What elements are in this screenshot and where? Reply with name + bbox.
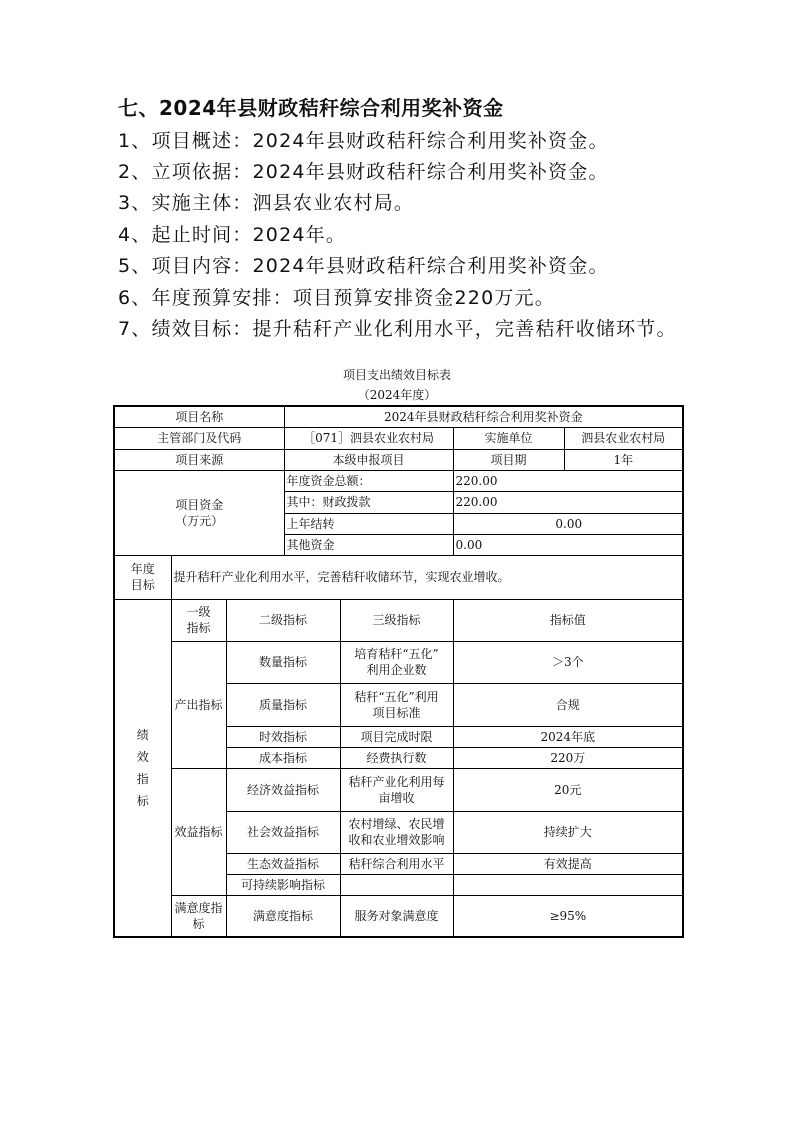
benefit-level3: 秸秆产业化利用每 亩增收 xyxy=(340,768,453,811)
output-value: 合规 xyxy=(453,683,683,726)
benefit-level2: 经济效益指标 xyxy=(226,768,340,811)
other-funds-label: 其他资金 xyxy=(284,534,453,555)
fiscal-funds-value: 220.00 xyxy=(453,491,683,513)
benefit-level2: 可持续影响指标 xyxy=(226,874,340,895)
output-indicator-label: 产出指标 xyxy=(171,641,226,768)
annual-goal-label: 年度 目标 xyxy=(114,555,171,599)
benefit-value: 有效提高 xyxy=(453,853,683,874)
item-time: 4、起止时间：2024年。 xyxy=(118,224,347,246)
satisfaction-value: ≥95% xyxy=(453,895,683,937)
benefit-indicator-label: 效益指标 xyxy=(171,768,226,895)
source-label: 项目来源 xyxy=(114,449,284,470)
header-level1: 一级 指标 xyxy=(171,599,226,641)
impl-unit-label: 实施单位 xyxy=(453,427,564,449)
benefit-level2: 社会效益指标 xyxy=(226,811,340,853)
item-implementer: 3、实施主体：泗县农业农村局。 xyxy=(118,192,415,214)
carryover-label: 上年结转 xyxy=(284,513,453,534)
output-level2: 质量指标 xyxy=(226,683,340,726)
output-level3: 经费执行数 xyxy=(340,747,453,768)
output-level2: 数量指标 xyxy=(226,641,340,683)
output-level3: 项目完成时限 xyxy=(340,726,453,747)
benefit-level3: 农村增绿、农民增 收和农业增效影响 xyxy=(340,811,453,853)
period-value: 1年 xyxy=(564,449,683,470)
period-label: 项目期 xyxy=(453,449,564,470)
satisfaction-level2: 满意度指标 xyxy=(226,895,340,937)
output-value: ＞3个 xyxy=(453,641,683,683)
output-value: 2024年底 xyxy=(453,726,683,747)
total-funds-label: 年度资金总额： xyxy=(284,470,453,491)
carryover-value: 0.00 xyxy=(453,513,683,534)
item-basis: 2、立项依据：2024年县财政秸秆综合利用奖补资金。 xyxy=(118,161,609,183)
annual-goal-text: 提升秸秆产业化利用水平，完善秸秆收储环节，实现农业增收。 xyxy=(171,555,683,599)
funds-label: 项目资金 （万元） xyxy=(114,470,284,555)
item-overview: 1、项目概述：2024年县财政秸秆综合利用奖补资金。 xyxy=(118,130,609,152)
header-level3: 三级指标 xyxy=(340,599,453,641)
output-level2: 成本指标 xyxy=(226,747,340,768)
impl-unit-value: 泗县农业农村局 xyxy=(564,427,683,449)
benefit-value: 20元 xyxy=(453,768,683,811)
project-name-label: 项目名称 xyxy=(114,406,284,427)
item-budget: 6、年度预算安排：项目预算安排资金220万元。 xyxy=(118,287,555,309)
dept-value: ［071］泗县农业农村局 xyxy=(284,427,453,449)
output-level2: 时效指标 xyxy=(226,726,340,747)
performance-table xyxy=(113,405,684,938)
indicators-section-label: 绩 效 指 标 xyxy=(114,599,171,937)
satisfaction-level3: 服务对象满意度 xyxy=(340,895,453,937)
dept-label: 主管部门及代码 xyxy=(114,427,284,449)
other-funds-value: 0.00 xyxy=(453,534,683,555)
benefit-value xyxy=(453,874,683,895)
project-name-value: 2024年县财政秸秆综合利用奖补资金 xyxy=(284,406,683,427)
benefit-level3: 秸秆综合利用水平 xyxy=(340,853,453,874)
source-value: 本级申报项目 xyxy=(284,449,453,470)
section-heading: 七、2024年县财政秸秆综合利用奖补资金 xyxy=(118,96,504,120)
fiscal-funds-label: 其中：财政拨款 xyxy=(284,491,453,513)
benefit-level2: 生态效益指标 xyxy=(226,853,340,874)
header-value: 指标值 xyxy=(453,599,683,641)
output-value: 220万 xyxy=(453,747,683,768)
item-content: 5、项目内容：2024年县财政秸秆综合利用奖补资金。 xyxy=(118,255,609,277)
total-funds-value: 220.00 xyxy=(453,470,683,491)
benefit-value: 持续扩大 xyxy=(453,811,683,853)
header-level2: 二级指标 xyxy=(226,599,340,641)
table-year: （2024年度） xyxy=(357,388,437,402)
benefit-level3 xyxy=(340,874,453,895)
output-level3: 培育秸秆“五化” 利用企业数 xyxy=(340,641,453,683)
item-goal: 7、绩效目标：提升秸秆产业化利用水平，完善秸秆收储环节。 xyxy=(118,318,677,340)
output-level3: 秸秆“五化”利用 项目标准 xyxy=(340,683,453,726)
table-title: 项目支出绩效目标表 xyxy=(342,368,451,382)
satisfaction-indicator-label: 满意度指 标 xyxy=(171,895,226,937)
